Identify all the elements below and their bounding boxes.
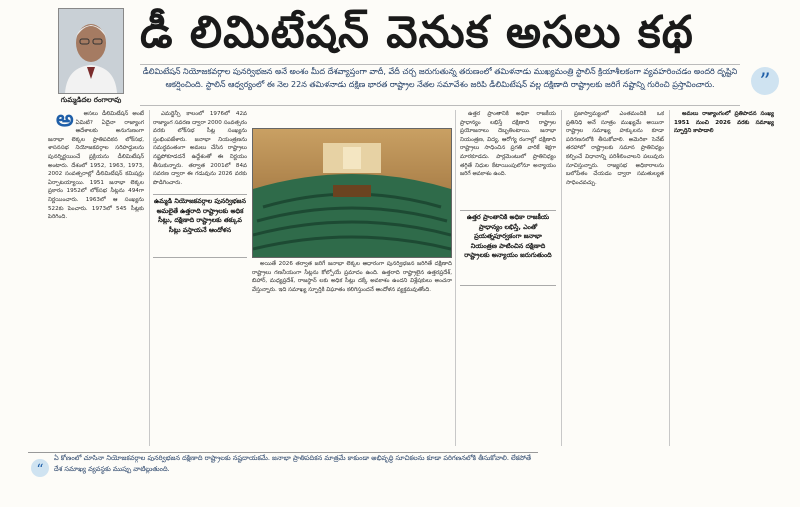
article-column-5 [566,110,664,446]
headline: డీ లిమిటేషన్ వెనుక అసలు కథ [140,7,694,58]
article-column-1 [48,110,144,446]
column-rule [149,110,150,446]
column-4-text: ఉత్తర ప్రాంతానికి అధికా రాజకీయ ప్రాధాన్యం లభిస్తే దక్షిణాది రాష్ట్రాల ప్రయోజనాలు దెబ్బతింటాయి. జనాభా నియంత్రణ, విద్య, ఆరోగ్య రంగాల్లో దక్షిణాది రాష్ట్రాలు సాధించిన ప్రగతి వారికే శిక్షగా మారకూడదు. పార్లమెంటులో ప్రాతినిధ్యం తగ్గితే నిధుల కేటాయింపులోనూ అన్యాయం జరిగే అవకాశం ఉంది. [460,111,556,178]
column-1-text: అసలు డీలిమిటేషన్ అంటే ఏమిటి? ఏదైనా రాజ్యాంగ ఆదేశాలకు అనుగుణంగా జనాభా లెక్కల ప్రాతిపదికన లోక్‌సభ, శాసనసభ నియోజకవర్గాల సరిహద్దులను పునర్నిర్ణయించే ప్రక్రియను డీలిమిటేషన్ అంటారు. దేశంలో 1952, 1963, 1973, 2002 సంవత్సరాల్లో డీలిమిటేషన్ కమిషన్లు ఏర్పాటయ్యాయి. 1951 జనాభా లెక్కల ప్రకారం 1952లో లోక్‌సభ సీట్లను 494గా నిర్ణయించారు. 1963లో ఆ సంఖ్యను 522కు పెంచారు. 1973లో 545 సీట్లకు పెరిగింది. [48,111,144,221]
pull-quote-2: ఉత్తర ప్రాంతానికి అధికా రాజకీయ ప్రాధాన్యం లభిస్తే, ఎంతో ప్రయత్నపూర్వకంగా జనాభా నియంత్రణ పాటించిన దక్షిణాది రాష్ట్రాలకు అన్యాయం జరుగుతుంది [460,210,556,286]
article-column-2 [153,110,247,446]
pull-quote-1: ఉమ్మడి నియోజకవర్గాల పునర్విభజన అమలైతే ఉత్తరాది రాష్ట్రాలకు అధిక సీట్లు, దక్షిణాది రాష్ట్రాలకు తక్కువ సీట్లు వస్తాయనే ఆందోళన [153,194,247,258]
column-5-text: ప్రజాస్వామ్యంలో ఎంతమందికి ఒక ప్రతినిధి అనే సూత్రం ముఖ్యమే అయినా రాష్ట్రాల సమాఖ్య హక్కులను కూడా పరిగణనలోకి తీసుకోవాలి. అమెరికా సెనేట్ తరహాలో రాష్ట్రాలకు సమాన ప్రాతినిధ్యం కల్పించే విధానాన్ని పరిశీలించాలని పలువురు సూచిస్తున్నారు. రాజ్యసభ అధికారాలను బలోపేతం చేయడం ద్వారా సమతుల్యత సాధించవచ్చు. [566,111,664,186]
svg-text:”: ” [759,70,771,95]
article-deck: డీలిమిటేషన్ నియోజకవర్గాల పునర్విభజన అనే అంశం మీద దేశవ్యాప్తంగా వాదీ, వేదీ చర్చ జరుగుతున్న తరుణంలో తమిళనాడు ముఖ్యమంత్రి స్టాలిన్ క్రియాశీలకంగా వ్యవహరించడం అందరి దృష్టిని ఆకర్షించింది. స్టాలిన్ ఆధ్వర్యంలో ఈ నెల 22న తమిళనాడు దక్షిణ భారత రాష్ట్రాల నేతల సమావేశం జరిపి డీలిమిటేషన్ వల్ల దక్షిణాది రాష్ట్రాలకు జరిగే నష్టాన్ని గురించి ప్రస్తావించారు. [140,64,740,106]
column-rule [561,110,562,446]
footer-quote: ఏ కోణంలో చూసినా నియోజకవర్గాల పునర్విభజన దక్షిణాది రాష్ట్రాలకు నష్టదాయకమే. జనాభా ప్రాతిపదికన మాత్రమే కాకుండా అభివృద్ధి సూచికలను కూడా పరిగణనలోకి తీసుకోవాలి. లేకపోతే దేశ సమాఖ్య వ్యవస్థకు ముప్పు వాటిల్లుతుంది. [28,452,538,500]
article-column-3 [252,260,452,446]
parliament-hall-image [252,128,452,258]
pull-quote-3: అమలు రాజ్యాంగంలో ప్రతిపాదన సంఖ్య 1951 నుంచి 2026 వరకు సమాఖ్య స్ఫూర్తిని కాపాడాలి [674,111,774,135]
drop-cap: అ [56,110,74,132]
author-photo [58,8,124,94]
column-rule [455,110,456,446]
column-rule [669,110,670,446]
column-3-text: అయితే 2026 తర్వాత జరిగే జనాభా లెక్కల ఆధారంగా పునర్విభజన జరిగితే దక్షిణాది రాష్ట్రాలు గణనీయంగా సీట్లను కోల్పోయే ప్రమాదం ఉంది. ఉత్తరాది రాష్ట్రాలైన ఉత్తరప్రదేశ్, బిహార్, మధ్యప్రదేశ్, రాజస్థాన్ లకు అధిక సీట్లు దక్కే అవకాశం ఉందని విశ్లేషకులు అంచనా వేస్తున్నారు. ఇది సమాఖ్య స్ఫూర్తికి విఘాతం కలిగిస్తుందనే ఆందోళన వ్యక్తమవుతోంది. [252,261,452,293]
author-name: గుమ్మడిదల రంగారావు [60,96,122,104]
column-2-text: ఎమర్జెన్సీ కాలంలో 1976లో 42వ రాజ్యాంగ సవరణ ద్వారా 2000 సంవత్సరం వరకు లోక్‌సభ సీట్ల సంఖ్యను స్తంభింపజేశారు. జనాభా నియంత్రణను సమర్థవంతంగా అమలు చేసిన రాష్ట్రాలు నష్టపోకూడదనే ఉద్దేశంతో ఈ నిర్ణయం తీసుకున్నారు. తర్వాత 2001లో 84వ సవరణ ద్వారా ఈ గడువును 2026 వరకు పొడిగించారు. [153,111,247,186]
quote-icon [750,66,780,96]
svg-text:“: “ [36,462,44,478]
article-column-6 [674,110,774,446]
